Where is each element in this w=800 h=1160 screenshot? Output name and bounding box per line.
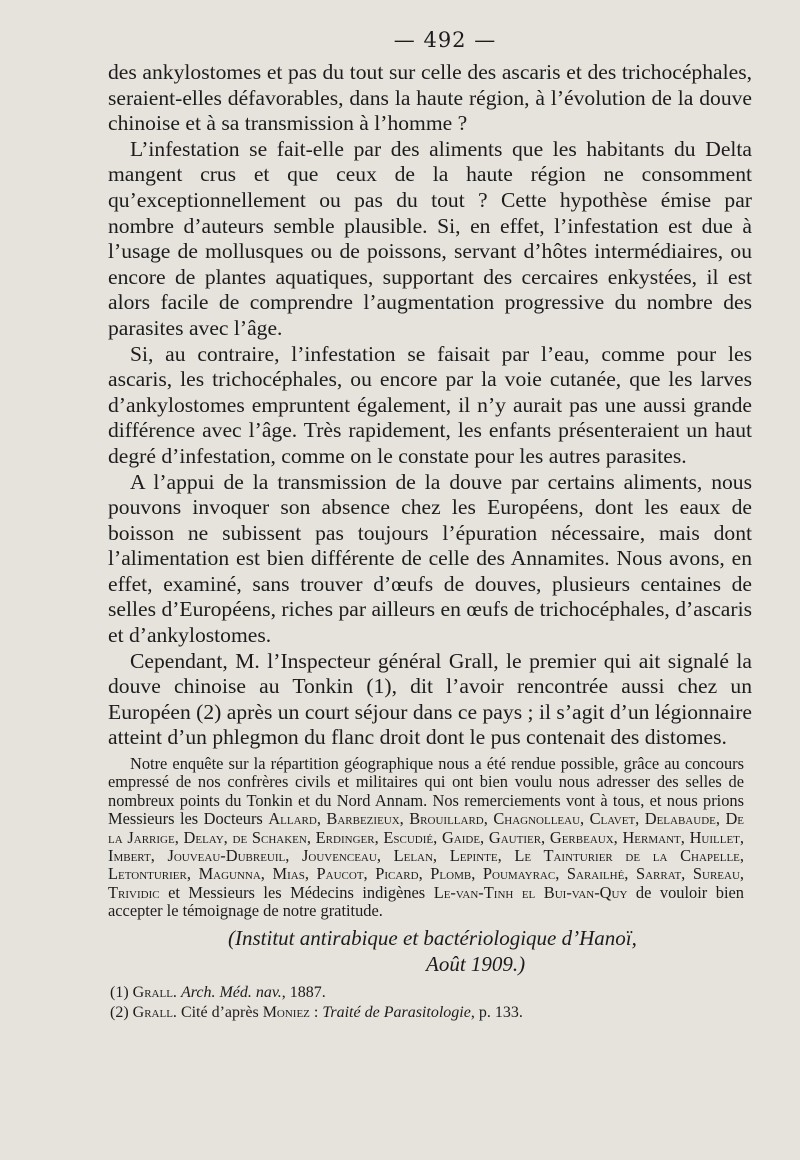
footnote-author: Grall. (132, 983, 177, 1001)
signature-block (108, 925, 752, 977)
footnote-marker: (2) (110, 1003, 129, 1021)
footnote-marker: (1) (110, 983, 129, 1001)
paragraph-infestation-water: Si, au contraire, l’infestation se faisait par l’eau, comme pour les ascaris, les trichocéphales, ou encore par la voie cutanée, que les larves d’ankylostomes empruntent également, il n’y aurait pas une aussi grande différence avec l’âge. Très rapidement, les enfants présenteraient un haut degré d’infestation, comme on le constate pour les autres parasites. (108, 341, 752, 468)
footnote-source: Arch. Méd. nav. (180, 983, 282, 1001)
paragraph-continuation: des ankylostomes et pas du tout sur celle des ascaris et des trichocéphales, seraient-elles défavorables, dans la haute région, à l’évolution de la douve chinoise et à sa transmission à l’homme ? (108, 60, 752, 136)
footnote-1 (110, 983, 752, 1003)
footnote-author: Grall. (132, 1003, 177, 1021)
signature-institute: (Institut antirabique et bactériologique d’Hanoï, (228, 925, 637, 950)
signature-date: Août 1909.) (426, 951, 526, 976)
footnote-cited-author: Moniez (262, 1003, 310, 1021)
footnote-2 (110, 1003, 752, 1023)
note-intro: Notre enquête sur la répartition géographique nous a été rendue possible, grâce au concours empressé de nos confrères civils et militaires qui ont bien voulu nous adresser des selles de nombreux points du Tonkin et du Nord Annam. Nos remerciements vont à tous, et nous prions Messieurs les Docteurs (108, 754, 744, 829)
paragraph-infestation-food: L’infestation se fait-elle par des aliments que les habitants du Delta mangent crus et que ceux de la haute région ne consomment qu’exceptionnellement ou pas du tout ? Cette hypothèse émise par nombre d’auteurs semble plausible. Si, en effet, l’infestation est due à l’usage de mollusques ou de poissons, servant d’hôtes intermédiaires, ou encore de plantes aquatiques, supportant des cercaires enkystées, il est alors facile de comprendre l’augmentation progressive du nombre des parasites avec l’âge. (108, 136, 752, 340)
main-text (108, 60, 752, 751)
note-native-doctor-names: Le-van-Tinh el Bui-van-Quy (433, 882, 628, 902)
paragraph-grall: Cependant, M. l’Inspecteur général Grall, le premier qui ait signalé la douve chinoise au Tonkin (1), dit l’avoir rencontrée aussi chez un Européen (2) après un court séjour dans ce pays ; il s’agit d’un légionnaire atteint d’un phlegmon du flanc droit dont le pus contenait des distomes. (108, 648, 752, 750)
footnotes (108, 983, 752, 1023)
footnote-rest: , p. 133. (470, 1003, 523, 1021)
paragraph-europeans: A l’appui de la transmission de la douve par certains aliments, nous pouvons invoquer son absence chez les Européens, dont les eaux de boisson ne subissent pas toujours l’épuration nécessaire, mais dont l’alimentation est bien différente de celle des Annamites. Nous avons, en effet, examiné, sans trouver d’œufs de douves, plusieurs centaines de selles d’Européens, riches par ailleurs en œufs de trichocéphales, d’ascaris et d’ankylostomes. (108, 469, 752, 648)
acknowledgement-note (108, 755, 744, 921)
footnote-colon: : (313, 1003, 319, 1021)
footnote-title: Traité de Parasitologie (322, 1003, 471, 1021)
note-connector: et Messieurs les Médecins indigènes (168, 882, 426, 902)
footnote-rest: , 1887. (281, 983, 326, 1001)
note-closing: de vouloir bien accepter le témoignage de notre gratitude. (108, 882, 744, 921)
footnote-middle: Cité d’après (180, 1003, 259, 1021)
note-doctor-names: Allard, Barbezieux, Brouillard, Chagnolleau, Clavet, Delabaude, De la Jarrige, Delay, de Schaken, Erdinger, Escudié, Gaide, Gautier, Gerbeaux, Hermant, Huillet, Imbert, Jouveau-Dubreuil, Jouvenceau, Lelan, Lepinte, Le Tainturier de la Chapelle, Letonturier, Magunna, Mias, Paucot, Picard, Plomb, Poumayrac, Sarailhé, Sarrat, Sureau, Trividic (108, 809, 744, 902)
page-number: — 492 — (393, 28, 497, 52)
